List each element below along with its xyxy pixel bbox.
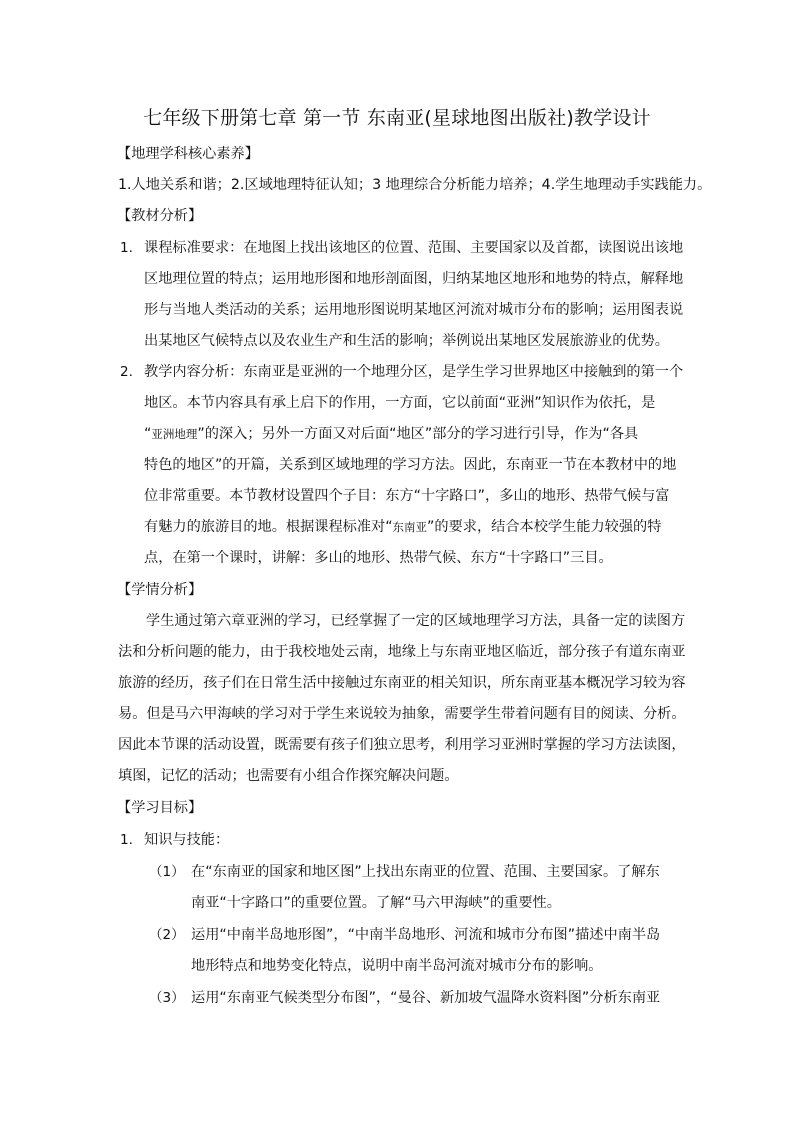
paragraph-line: 知识与技能： (144, 832, 230, 848)
paragraph-line: 地形特点和地势变化特点，说明中南半岛河流对城市分布的影响。 (191, 958, 603, 974)
list-number: 1. (120, 240, 133, 256)
paragraph-line: 因此本节课的活动设置，既需要有孩子们独立思考，利用学习亚洲时掌握的学习方法读图， (118, 737, 686, 753)
paragraph-line: 教学内容分析：东南亚是亚洲的一个地理分区，是学生学习世界地区中接触到的第一个 (144, 364, 684, 380)
paragraph-line: 形与当地人类活动的关系；运用地形图说明某地区河流对城市分布的影响；运用图表说 (144, 302, 684, 318)
line-text: ”的深入；另外一方面又对后面“地区”部分的学习进行引导，作为“各具 (197, 426, 639, 442)
heading-student-analysis: 【学情分析】 (117, 582, 203, 598)
paragraph-line: 地区。本节内容具有承上启下的作用，一方面，它以前面“亚洲”知识作为依托，是 (144, 395, 656, 411)
sub-list-number: （3） (149, 990, 185, 1006)
paragraph-line (144, 517, 661, 537)
paragraph-line: 法和分析问题的能力，由于我校地处云南，地缘上与东南亚地区临近，部分孩子有道东南亚 (118, 644, 686, 660)
paragraph-line: 运用“东南亚气候类型分布图”，“曼谷、新加坡气温降水资料图”分析东南亚 (191, 990, 661, 1006)
list-number: 2. (120, 364, 133, 380)
paragraph-line: 南亚“十字路口”的重要位置。了解“马六甲海峡”的重要性。 (191, 895, 561, 911)
sub-list-number: （1） (149, 864, 185, 880)
paragraph-line: 旅游的经历，孩子们在日常生活中接触过东南亚的相关知识，所东南亚基本概况学习较为容 (118, 675, 686, 691)
paragraph-line: 课程标准要求：在地图上找出该地区的位置、范围、主要国家以及首都，读图说出该地 (144, 240, 684, 256)
paragraph-line: 学生通过第六章亚洲的学习，已经掌握了一定的区域地理学习方法，具备一定的读图方 (146, 613, 686, 629)
heading-textbook-analysis: 【教材分析】 (117, 208, 203, 224)
paragraph-line: 填图，记忆的活动；也需要有小组合作探究解决问题。 (118, 768, 459, 784)
paragraph-line: 区地理位置的特点；运用地形图和地形剖面图，归纳某地区地形和地势的特点，解释地 (144, 271, 684, 287)
sub-list-number: （2） (149, 927, 185, 943)
core-literacy-text: 1.人地关系和谐；2.区域地理特征认知；3 地理综合分析能力培养；4.学生地理动手实践能力。 (118, 177, 712, 193)
document-title: 七年级下册第七章 第一节 东南亚(星球地图出版社)教学设计 (143, 107, 651, 129)
paragraph-line: 在“东南亚的国家和地区图”上找出东南亚的位置、范围、主要国家。了解东 (191, 864, 660, 880)
paragraph-line: 运用“中南半岛地形图”，“中南半岛地形、河流和城市分布图”描述中南半岛 (191, 927, 661, 943)
heading-core-literacy: 【地理学科核心素养】 (117, 146, 259, 162)
list-number: 1. (120, 832, 133, 848)
heading-learning-goals: 【学习目标】 (117, 800, 203, 816)
quote-mark: “ (144, 426, 152, 442)
paragraph-line: 点，在第一个课时，讲解：多山的地形、热带气候、东方“十字路口”三目。 (144, 550, 613, 566)
paragraph-line (144, 424, 638, 444)
paragraph-line: 易。但是马六甲海峡的学习对于学生来说较为抽象，需要学生带着问题有目的阅读、分析。 (118, 706, 686, 722)
line-text: 有魅力的旅游目的地。根据课程标准对“ (144, 519, 393, 535)
paragraph-line: 特色的地区”的开篇，关系到区域地理的学习方法。因此，东南亚一节在本教材中的地 (144, 457, 677, 473)
paragraph-line: 位非常重要。本节教材设置四个子目：东方“十字路口”，多山的地形、热带气候与富 (144, 488, 670, 504)
paragraph-line: 出某地区气候特点以及农业生产和生活的影响；举例说出某地区发展旅游业的优势。 (144, 333, 669, 349)
line-text: ”的要求，结合本校学生能力较强的特 (427, 519, 662, 535)
quoted-term: 亚洲地理 (151, 427, 198, 441)
quoted-term: 东南亚 (392, 520, 428, 534)
